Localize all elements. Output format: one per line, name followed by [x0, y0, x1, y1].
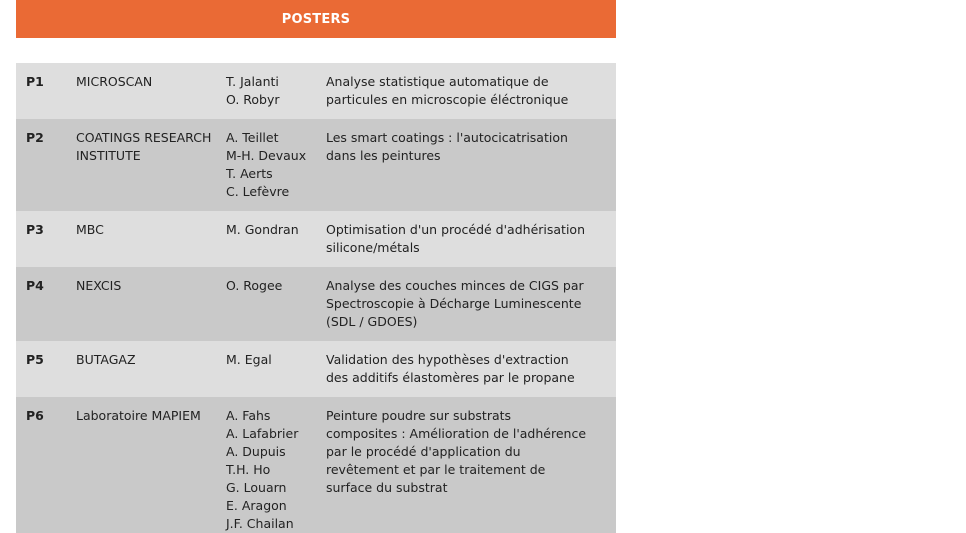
- table-row: [16, 267, 616, 341]
- header-title: POSTERS: [281, 11, 351, 27]
- poster-code: P4: [26, 278, 44, 293]
- title-line: dans les peintures: [326, 148, 441, 163]
- org-line: INSTITUTE: [76, 148, 141, 163]
- poster-organization: [76, 277, 221, 295]
- title-line: Spectroscopie à Décharge Luminescente: [326, 296, 582, 311]
- poster-organization: [76, 73, 221, 91]
- author: M. Gondran: [226, 222, 299, 237]
- author: T.H. Ho: [226, 462, 271, 477]
- title-line: par le procédé d'application du: [326, 444, 521, 459]
- org-line: MICROSCAN: [76, 74, 153, 89]
- title-line: (SDL / GDOES): [326, 314, 418, 329]
- table-row: [16, 211, 616, 267]
- poster-title: [326, 73, 606, 109]
- org-line: Laboratoire MAPIEM: [76, 408, 201, 423]
- poster-authors: [226, 277, 321, 295]
- author: M-H. Devaux: [226, 148, 307, 163]
- table-row: [16, 341, 616, 397]
- author: A. Lafabrier: [226, 426, 299, 441]
- title-line: Optimisation d'un procédé d'adhérisation: [326, 222, 585, 237]
- table-row: [16, 397, 616, 533]
- poster-title: [326, 351, 606, 387]
- poster-authors: [226, 407, 321, 533]
- author: O. Rogee: [226, 278, 283, 293]
- poster-code: P3: [26, 222, 44, 237]
- poster-organization: [76, 221, 221, 239]
- title-line: Validation des hypothèses d'extraction: [326, 352, 569, 367]
- posters-table: [16, 63, 616, 533]
- poster-code: P2: [26, 130, 44, 145]
- author: T. Jalanti: [226, 74, 279, 89]
- org-line: MBC: [76, 222, 104, 237]
- title-line: des additifs élastomères par le propane: [326, 370, 575, 385]
- title-line: composites : Amélioration de l'adhérence: [326, 426, 587, 441]
- author: A. Teillet: [226, 130, 279, 145]
- table-row: [16, 119, 616, 211]
- author: E. Aragon: [226, 498, 287, 513]
- title-line: silicone/métals: [326, 240, 420, 255]
- poster-authors: [226, 73, 321, 109]
- poster-code: P6: [26, 408, 44, 423]
- poster-organization: [76, 407, 221, 425]
- poster-code: P5: [26, 352, 44, 367]
- author: M. Egal: [226, 352, 272, 367]
- poster-authors: [226, 351, 321, 369]
- title-line: revêtement et par le traitement de: [326, 462, 546, 477]
- author: C. Lefèvre: [226, 184, 290, 199]
- poster-title: [326, 221, 606, 257]
- poster-authors: [226, 221, 321, 239]
- author: J.F. Chailan: [226, 516, 294, 531]
- table-row: [16, 63, 616, 119]
- author: G. Louarn: [226, 480, 287, 495]
- poster-organization: [76, 129, 221, 165]
- org-line: NEXCIS: [76, 278, 122, 293]
- author: A. Fahs: [226, 408, 271, 423]
- poster-authors: [226, 129, 321, 201]
- title-line: Les smart coatings : l'autocicatrisation: [326, 130, 568, 145]
- poster-code: P1: [26, 74, 44, 89]
- poster-title: [326, 129, 606, 165]
- title-line: surface du substrat: [326, 480, 448, 495]
- author: A. Dupuis: [226, 444, 286, 459]
- author: T. Aerts: [226, 166, 273, 181]
- posters-header: [16, 0, 616, 38]
- org-line: COATINGS RESEARCH: [76, 130, 212, 145]
- title-line: Peinture poudre sur substrats: [326, 408, 512, 423]
- poster-organization: [76, 351, 221, 369]
- author: O. Robyr: [226, 92, 280, 107]
- title-line: Analyse des couches minces de CIGS par: [326, 278, 584, 293]
- org-line: BUTAGAZ: [76, 352, 136, 367]
- title-line: Analyse statistique automatique de: [326, 74, 549, 89]
- poster-title: [326, 277, 606, 331]
- title-line: particules en microscopie éléctronique: [326, 92, 569, 107]
- poster-title: [326, 407, 606, 497]
